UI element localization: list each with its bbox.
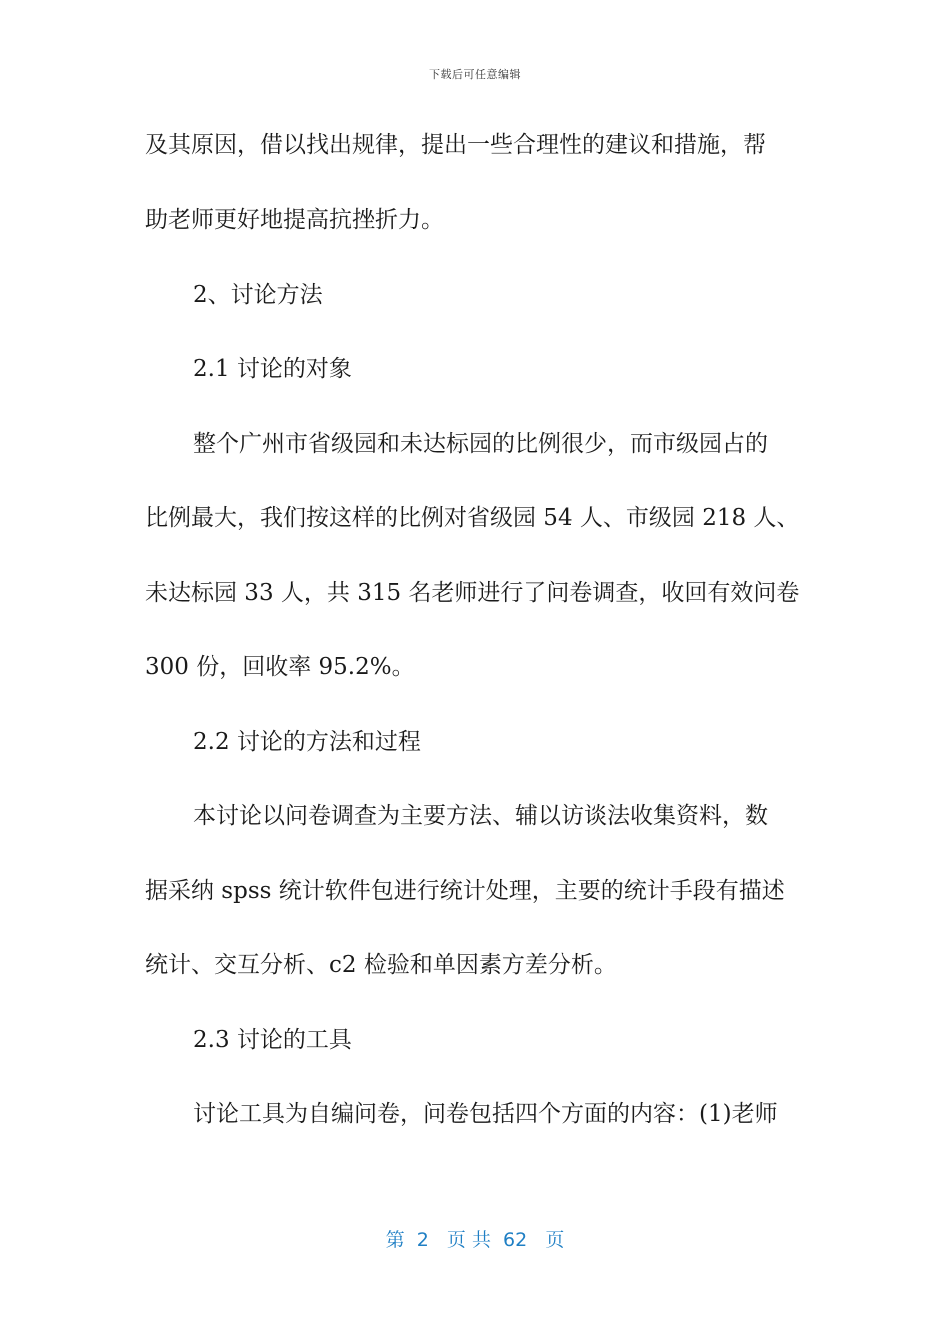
body-line: 未达标园 33 人，共 315 名老师进行了问卷调查，收回有效问卷 (145, 580, 800, 606)
subsection-heading: 2.1 讨论的对象 (193, 356, 352, 382)
body-line: 300 份，回收率 95.2%。 (145, 654, 415, 680)
page-header-note: 下载后可任意编辑 (429, 68, 521, 81)
body-line: 及其原因，借以找出规律，提出一些合理性的建议和措施，帮 (145, 132, 766, 158)
subsection-heading: 2.2 讨论的方法和过程 (193, 729, 421, 755)
body-line: 讨论工具为自编问卷，问卷包括四个方面的内容：(1)老师 (193, 1101, 778, 1127)
section-heading: 2、讨论方法 (193, 282, 323, 308)
page-number-footer: 第 2 页 共 62 页 (385, 1229, 565, 1251)
subsection-heading: 2.3 讨论的工具 (193, 1027, 352, 1053)
body-line: 本讨论以问卷调查为主要方法、辅以访谈法收集资料，数 (193, 803, 768, 829)
body-line: 统计、交互分析、c2 检验和单因素方差分析。 (145, 952, 617, 978)
body-line: 据采纳 spss 统计软件包进行统计处理，主要的统计手段有描述 (145, 878, 785, 904)
body-line: 助老师更好地提高抗挫折力。 (145, 207, 444, 233)
body-line: 比例最大，我们按这样的比例对省级园 54 人、市级园 218 人、 (145, 505, 800, 531)
body-line: 整个广州市省级园和未达标园的比例很少，而市级园占的 (193, 431, 768, 457)
